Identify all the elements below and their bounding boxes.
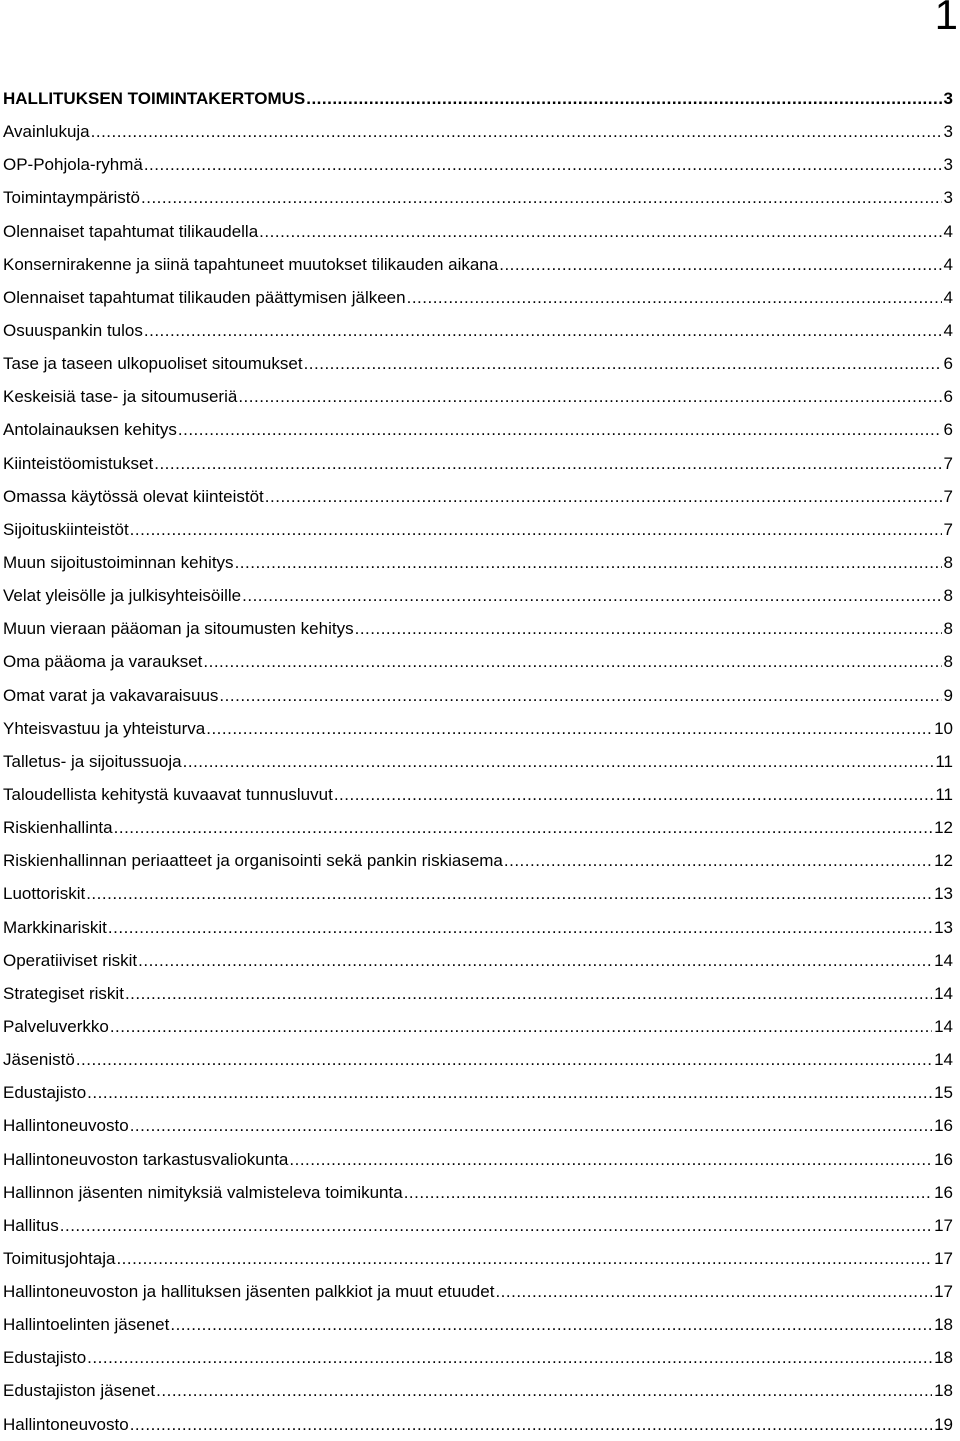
toc-entry-page: 18	[934, 1315, 953, 1335]
toc-leader-dots	[289, 1143, 932, 1176]
toc-entry-title: Velat yleisölle ja julkisyhteisöille	[3, 586, 242, 606]
toc-entry[interactable]	[3, 215, 953, 248]
toc-entry[interactable]	[3, 513, 953, 546]
toc-entry-title: OP-Pohjola-ryhmä	[3, 155, 143, 175]
toc-entry-page: 14	[934, 983, 953, 1003]
toc-leader-dots	[407, 281, 942, 314]
toc-entry-page: 7	[943, 453, 953, 473]
toc-entry[interactable]	[3, 1341, 953, 1374]
toc-leader-dots	[265, 480, 942, 513]
toc-leader-dots	[86, 877, 932, 910]
toc-entry-title: Hallintoneuvoston ja hallituksen jäsenten palkkiot ja muut etuudet	[3, 1282, 495, 1302]
toc-leader-dots	[141, 181, 942, 214]
toc-leader-dots	[259, 215, 941, 248]
toc-entry[interactable]	[3, 1242, 953, 1275]
toc-entry-page: 16	[934, 1116, 953, 1136]
toc-leader-dots	[219, 679, 941, 712]
toc-leader-dots	[87, 1341, 932, 1374]
toc-entry-title: Hallinnon jäsenten nimityksiä valmisteleva toimikunta	[3, 1182, 403, 1202]
toc-entry[interactable]	[3, 347, 953, 380]
toc-entry-title: Olennaiset tapahtumat tilikauden päättymisen jälkeen	[3, 287, 406, 307]
toc-entry[interactable]	[3, 1176, 953, 1209]
toc-entry[interactable]	[3, 1043, 953, 1076]
toc-leader-dots	[138, 944, 932, 977]
toc-entry-title: Sijoituskiinteistöt	[3, 519, 129, 539]
toc-entry-page: 14	[934, 1016, 953, 1036]
toc-leader-dots	[154, 447, 941, 480]
toc-entry[interactable]	[3, 1109, 953, 1142]
toc-entry-page: 12	[934, 851, 953, 871]
toc-entry-page: 10	[934, 718, 953, 738]
page-number: 1	[934, 0, 958, 38]
toc-leader-dots	[238, 380, 941, 413]
toc-leader-dots	[125, 977, 932, 1010]
toc-leader-dots	[108, 911, 932, 944]
toc-entry-page: 4	[943, 254, 953, 274]
table-of-contents	[3, 82, 953, 1441]
toc-entry-title: Riskienhallinta	[3, 818, 113, 838]
toc-leader-dots	[110, 1010, 932, 1043]
toc-entry-title: Edustajiston jäsenet	[3, 1381, 156, 1401]
toc-entry[interactable]	[3, 314, 953, 347]
toc-entry[interactable]	[3, 977, 953, 1010]
toc-entry[interactable]	[3, 248, 953, 281]
toc-entry-title: Kiinteistöomistukset	[3, 453, 154, 473]
toc-entry[interactable]	[3, 745, 953, 778]
toc-entry[interactable]	[3, 1076, 953, 1109]
toc-entry[interactable]	[3, 447, 953, 480]
toc-entry[interactable]	[3, 612, 953, 645]
toc-leader-dots	[130, 1408, 932, 1441]
toc-leader-dots	[144, 314, 942, 347]
toc-entry-title: Yhteisvastuu ja yhteisturva	[3, 718, 206, 738]
toc-entry-title: Osuuspankin tulos	[3, 320, 143, 340]
toc-entry-title: Strategiset riskit	[3, 983, 124, 1003]
toc-entry[interactable]	[3, 844, 953, 877]
toc-entry-page: 3	[943, 122, 953, 142]
toc-leader-dots	[170, 1308, 932, 1341]
toc-entry-title: Muun vieraan pääoman ja sitoumusten kehitys	[3, 619, 354, 639]
toc-leader-dots	[116, 1242, 932, 1275]
toc-leader-dots	[504, 844, 932, 877]
toc-entry[interactable]	[3, 1275, 953, 1308]
toc-entry-title: Edustajisto	[3, 1348, 87, 1368]
toc-entry-page: 6	[943, 420, 953, 440]
toc-entry-title: Konsernirakenne ja siinä tapahtuneet muutokset tilikauden aikana	[3, 254, 499, 274]
toc-entry-title: Olennaiset tapahtumat tilikaudella	[3, 221, 259, 241]
toc-entry-title: Avainlukuja	[3, 122, 90, 142]
toc-entry-title: Markkinariskit	[3, 917, 107, 937]
toc-entry[interactable]	[3, 82, 953, 115]
toc-entry-page: 13	[934, 884, 953, 904]
toc-entry[interactable]	[3, 1408, 953, 1441]
toc-entry[interactable]	[3, 712, 953, 745]
toc-leader-dots	[130, 513, 942, 546]
toc-leader-dots	[355, 612, 942, 645]
toc-leader-dots	[495, 1275, 932, 1308]
toc-entry-page: 9	[943, 685, 953, 705]
toc-entry-title: Toimitusjohtaja	[3, 1248, 116, 1268]
toc-entry[interactable]	[3, 480, 953, 513]
toc-entry-title: Jäsenistö	[3, 1050, 75, 1070]
toc-entry-title: Operatiiviset riskit	[3, 950, 138, 970]
toc-entry-page: 6	[943, 387, 953, 407]
toc-entry[interactable]	[3, 181, 953, 214]
toc-entry-page: 16	[934, 1182, 953, 1202]
toc-entry[interactable]	[3, 911, 953, 944]
toc-leader-dots	[144, 148, 942, 181]
toc-entry[interactable]	[3, 281, 953, 314]
toc-entry[interactable]	[3, 811, 953, 844]
toc-entry-page: 13	[934, 917, 953, 937]
toc-leader-dots	[76, 1043, 932, 1076]
toc-entry-page: 18	[934, 1348, 953, 1368]
toc-entry-page: 8	[943, 552, 953, 572]
toc-entry[interactable]	[3, 778, 953, 811]
toc-entry-title: Talletus- ja sijoitussuoja	[3, 751, 182, 771]
toc-entry-title: Hallintoneuvosto	[3, 1116, 129, 1136]
toc-entry[interactable]	[3, 645, 953, 678]
toc-leader-dots	[304, 347, 942, 380]
toc-entry-title: Hallintoneuvosto	[3, 1414, 129, 1434]
toc-entry-title: Antolainauksen kehitys	[3, 420, 177, 440]
toc-leader-dots	[183, 745, 934, 778]
toc-entry-title: Hallintoelinten jäsenet	[3, 1315, 170, 1335]
toc-leader-dots	[404, 1176, 932, 1209]
toc-leader-dots	[499, 248, 941, 281]
toc-entry-page: 19	[934, 1414, 953, 1434]
toc-entry-page: 4	[943, 320, 953, 340]
toc-leader-dots	[206, 712, 932, 745]
toc-entry[interactable]	[3, 1308, 953, 1341]
toc-leader-dots	[156, 1374, 932, 1407]
toc-entry-page: 16	[934, 1149, 953, 1169]
toc-entry[interactable]	[3, 1374, 953, 1407]
toc-entry-title: Toimintaympäristö	[3, 188, 140, 208]
toc-leader-dots	[242, 579, 941, 612]
toc-entry-page: 18	[934, 1381, 953, 1401]
toc-entry-title: Tase ja taseen ulkopuoliset sitoumukset	[3, 354, 303, 374]
toc-entry-page: 17	[934, 1282, 953, 1302]
toc-entry-title: Keskeisiä tase- ja sitoumuseriä	[3, 387, 238, 407]
toc-entry[interactable]	[3, 579, 953, 612]
toc-entry-page: 7	[943, 519, 953, 539]
toc-entry-page: 3	[943, 188, 953, 208]
toc-entry-page: 15	[934, 1083, 953, 1103]
toc-entry-title: Edustajisto	[3, 1083, 87, 1103]
toc-entry-title: HALLITUKSEN TOIMINTAKERTOMUS	[3, 89, 306, 108]
toc-leader-dots	[114, 811, 932, 844]
toc-entry-title: Muun sijoitustoiminnan kehitys	[3, 552, 234, 572]
toc-entry[interactable]	[3, 1143, 953, 1176]
toc-leader-dots	[306, 82, 941, 115]
toc-leader-dots	[203, 645, 941, 678]
toc-entry-title: Hallitus	[3, 1215, 59, 1235]
toc-entry-title: Taloudellista kehitystä kuvaavat tunnusluvut	[3, 784, 333, 804]
toc-entry-page: 8	[943, 619, 953, 639]
toc-entry-page: 8	[943, 652, 953, 672]
toc-leader-dots	[91, 115, 942, 148]
toc-entry-title: Luottoriskit	[3, 884, 86, 904]
toc-entry[interactable]	[3, 944, 953, 977]
toc-entry-page: 3	[943, 155, 953, 175]
toc-entry-title: Riskienhallinnan periaatteet ja organisointi sekä pankin riskiasema	[3, 851, 503, 871]
toc-entry-page: 14	[934, 1050, 953, 1070]
toc-entry[interactable]	[3, 413, 953, 446]
toc-entry-page: 3	[943, 89, 953, 108]
toc-leader-dots	[235, 546, 942, 579]
toc-entry[interactable]	[3, 380, 953, 413]
toc-entry-page: 7	[943, 486, 953, 506]
toc-entry-title: Hallintoneuvoston tarkastusvaliokunta	[3, 1149, 289, 1169]
toc-leader-dots	[60, 1209, 932, 1242]
toc-entry[interactable]	[3, 679, 953, 712]
toc-entry-title: Oma pääoma ja varaukset	[3, 652, 203, 672]
toc-entry-title: Omat varat ja vakavaraisuus	[3, 685, 219, 705]
toc-leader-dots	[87, 1076, 932, 1109]
toc-entry-title: Palveluverkko	[3, 1016, 109, 1036]
toc-entry[interactable]	[3, 546, 953, 579]
toc-entry-page: 11	[935, 784, 953, 804]
toc-entry[interactable]	[3, 148, 953, 181]
toc-entry-page: 17	[934, 1215, 953, 1235]
toc-entry[interactable]	[3, 877, 953, 910]
toc-entry-page: 8	[943, 586, 953, 606]
toc-entry[interactable]	[3, 115, 953, 148]
toc-leader-dots	[130, 1109, 932, 1142]
toc-entry-title: Omassa käytössä olevat kiinteistöt	[3, 486, 264, 506]
toc-leader-dots	[334, 778, 934, 811]
toc-entry-page: 11	[935, 751, 953, 771]
toc-entry-page: 4	[943, 221, 953, 241]
toc-entry-page: 6	[943, 354, 953, 374]
toc-entry[interactable]	[3, 1209, 953, 1242]
toc-entry[interactable]	[3, 1010, 953, 1043]
toc-entry-page: 14	[934, 950, 953, 970]
toc-entry-page: 4	[943, 287, 953, 307]
toc-leader-dots	[178, 413, 942, 446]
toc-entry-page: 17	[934, 1248, 953, 1268]
toc-entry-page: 12	[934, 818, 953, 838]
